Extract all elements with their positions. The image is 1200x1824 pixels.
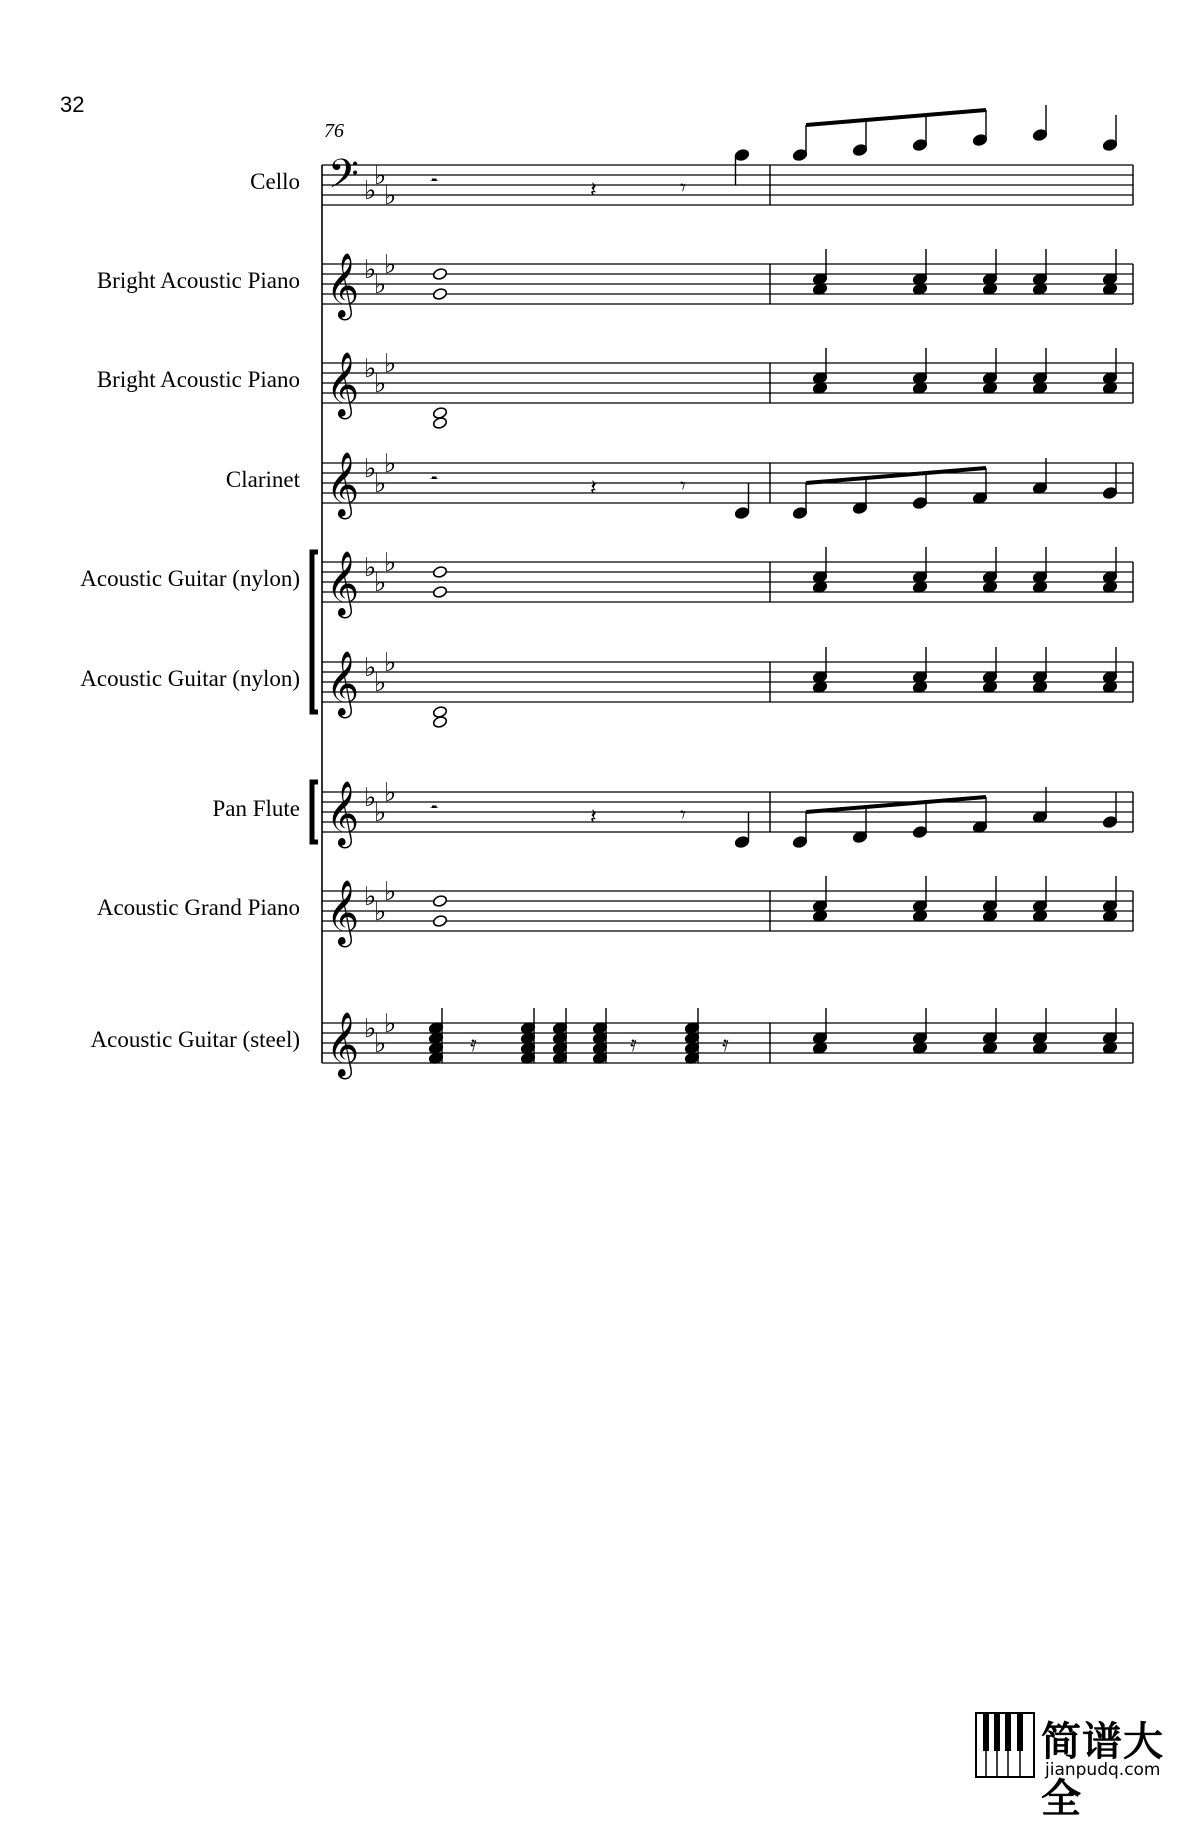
piano-keys-icon <box>975 1712 1035 1778</box>
instrument-label-cello: Cello <box>250 169 300 194</box>
instrument-label-pan_flute: Pan Flute <box>212 796 300 821</box>
bass-clef-icon: 𝄢 <box>328 151 359 207</box>
beam <box>806 797 986 812</box>
whole-note-head <box>432 287 447 300</box>
flat-icon: ♭ <box>364 553 377 583</box>
rest: 𝄿 <box>630 1032 637 1057</box>
treble-clef-icon: 𝄞 <box>326 1012 360 1077</box>
whole-note-head <box>432 585 447 598</box>
logo-chinese-text: 简谱大全 <box>1041 1719 1164 1822</box>
site-logo <box>975 1708 1200 1822</box>
logo-url-text: jianpudq.com <box>1045 1760 1161 1780</box>
treble-clef-icon: 𝄞 <box>326 781 360 846</box>
flat-icon: ♭ <box>384 778 397 808</box>
flat-icon: ♭ <box>384 548 397 578</box>
instrument-label-clarinet: Clarinet <box>225 467 300 492</box>
note-head <box>734 835 749 848</box>
beam <box>806 110 986 125</box>
flat-icon: ♭ <box>384 877 397 907</box>
flat-icon: ♭ <box>364 176 377 206</box>
bracket <box>312 782 318 842</box>
flat-icon: ♭ <box>374 668 387 698</box>
whole-note-head <box>432 914 447 927</box>
treble-clef-icon: 𝄞 <box>326 551 360 616</box>
instrument-label-guitar_nylon2: Acoustic Guitar (nylon) <box>80 666 300 691</box>
flat-icon: ♭ <box>364 454 377 484</box>
flat-icon: ♭ <box>374 161 387 191</box>
flat-icon: ♭ <box>364 882 377 912</box>
treble-clef-icon: 𝄞 <box>326 352 360 417</box>
instrument-label-guitar_steel: Acoustic Guitar (steel) <box>90 1027 300 1052</box>
flat-icon: ♭ <box>374 1029 387 1059</box>
rest: 𝄽 <box>590 805 597 830</box>
note-head <box>734 148 749 161</box>
measure-number: 76 <box>324 120 344 142</box>
treble-clef-icon: 𝄞 <box>326 651 360 716</box>
rest: 𝄼 <box>430 797 439 822</box>
whole-note-head <box>432 565 447 578</box>
flat-icon: ♭ <box>384 349 397 379</box>
whole-note-head <box>432 267 447 280</box>
instrument-label-piano1: Bright Acoustic Piano <box>96 268 300 293</box>
whole-note-head <box>432 416 447 429</box>
rest: 𝄽 <box>590 476 597 501</box>
whole-note-head <box>432 715 447 728</box>
flat-icon: ♭ <box>364 354 377 384</box>
rest: 𝄿 <box>722 1032 729 1057</box>
flat-icon: ♭ <box>384 1009 397 1039</box>
rest: 𝄼 <box>430 468 439 493</box>
treble-clef-icon: 𝄞 <box>326 880 360 945</box>
flat-icon: ♭ <box>374 270 387 300</box>
instrument-label-piano2: Bright Acoustic Piano <box>96 367 300 392</box>
note-head <box>734 506 749 519</box>
flat-icon: ♭ <box>364 783 377 813</box>
flat-icon: ♭ <box>364 1014 377 1044</box>
flat-icon: ♭ <box>374 897 387 927</box>
flat-icon: ♭ <box>384 181 397 211</box>
whole-note-head <box>432 894 447 907</box>
flat-icon: ♭ <box>384 648 397 678</box>
flat-icon: ♭ <box>384 449 397 479</box>
rest: 𝄾 <box>680 803 686 828</box>
rest: 𝄼 <box>430 170 439 195</box>
flat-icon: ♭ <box>384 250 397 280</box>
instrument-label-guitar_nylon1: Acoustic Guitar (nylon) <box>80 566 300 591</box>
rest: 𝄾 <box>680 474 686 499</box>
flat-icon: ♭ <box>374 369 387 399</box>
flat-icon: ♭ <box>374 469 387 499</box>
flat-icon: ♭ <box>364 653 377 683</box>
rest: 𝄽 <box>590 178 597 203</box>
flat-icon: ♭ <box>374 798 387 828</box>
treble-clef-icon: 𝄞 <box>326 452 360 517</box>
beam <box>806 468 986 483</box>
rest: 𝄾 <box>680 176 686 201</box>
flat-icon: ♭ <box>364 255 377 285</box>
instrument-label-grand_piano: Acoustic Grand Piano <box>96 895 300 920</box>
treble-clef-icon: 𝄞 <box>326 253 360 318</box>
rest: 𝄿 <box>470 1032 477 1057</box>
page-number: 32 <box>60 92 85 117</box>
flat-icon: ♭ <box>374 568 387 598</box>
bracket <box>312 552 318 712</box>
